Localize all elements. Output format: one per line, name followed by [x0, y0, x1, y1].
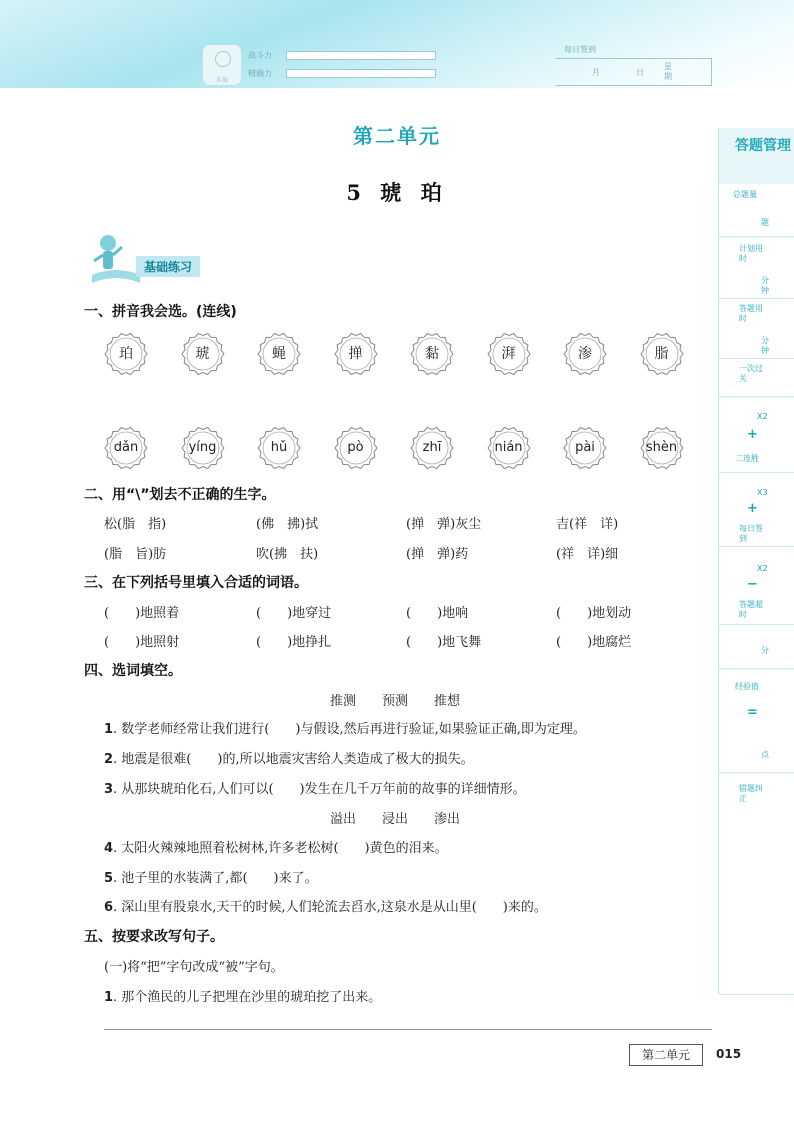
avatar-icon	[215, 51, 231, 67]
answer-time-unit: 分钟	[761, 336, 769, 355]
s4-q4[interactable]	[104, 837, 448, 856]
q-number: 2	[104, 752, 114, 767]
pinyin-flower[interactable]	[563, 426, 607, 470]
char-flower[interactable]	[563, 332, 607, 376]
basic-practice-badge	[86, 231, 226, 287]
s3-r2-c4[interactable]: ( )地腐烂	[556, 635, 632, 650]
section-1-title: 一、拼音我会选。(连线)	[84, 304, 237, 320]
divider	[719, 236, 794, 237]
score-unit: 分	[761, 646, 769, 655]
daily-signin-label: 每日签到	[739, 524, 763, 543]
s4-q3[interactable]	[104, 778, 526, 797]
footer-unit-tag: 第二单元	[629, 1044, 703, 1066]
divider	[719, 772, 794, 773]
q-text: . 太阳火辣辣地照着松树林,许多老松树( )黄色的泪来。	[113, 841, 448, 856]
q-number: 5	[104, 871, 114, 886]
plan-time-label: 计划用时	[739, 244, 763, 263]
char-flower[interactable]	[487, 332, 531, 376]
plan-time-unit: 分钟	[761, 276, 769, 295]
error-correction-label: 错题纠正	[739, 784, 763, 803]
char-flower[interactable]	[181, 332, 225, 376]
s2-r1-c1: 松(脂 指)	[104, 517, 167, 532]
pinyin-flower[interactable]	[257, 426, 301, 470]
divider	[719, 546, 794, 547]
footer-divider	[104, 1029, 712, 1030]
pinyin-text: pài	[575, 440, 595, 455]
s3-r1-c1[interactable]: ( )地照着	[104, 606, 180, 621]
pinyin-flower[interactable]	[104, 426, 148, 470]
signin-title: 每日签到	[564, 45, 596, 54]
experience-label: 经验值	[735, 682, 759, 691]
char-flower[interactable]	[334, 332, 378, 376]
s4-q1[interactable]	[104, 718, 586, 737]
char-flower[interactable]	[410, 332, 454, 376]
q-text: . 从那块琥珀化石,人们可以( )发生在几千万年前的故事的详细情形。	[113, 782, 526, 797]
section-3-title: 三、在下列括号里填入合适的词语。	[84, 575, 308, 591]
pinyin-flower[interactable]	[181, 426, 225, 470]
s3-r1-c3[interactable]: ( )地响	[406, 606, 469, 621]
avatar	[202, 44, 242, 86]
page-number: 015	[716, 1047, 742, 1061]
s2-r2-c1: (脂 旨)肪	[104, 547, 167, 562]
s4-q6[interactable]	[104, 896, 547, 915]
total-label: 总题量	[733, 190, 757, 199]
sidebar-header	[719, 128, 794, 184]
s2-r2-c2: 吹(拂 扶)	[256, 547, 319, 562]
char-text: 脂	[654, 346, 669, 362]
s4-q5[interactable]	[104, 867, 318, 886]
pinyin-text: nián	[494, 440, 523, 455]
s3-r2-c3[interactable]: ( )地飞舞	[406, 635, 482, 650]
s4-q2[interactable]	[104, 748, 474, 767]
answer-time-label: 答题用时	[739, 304, 763, 323]
badge-label: 基础练习	[136, 256, 200, 277]
char-flower[interactable]	[640, 332, 684, 376]
equals-icon: =	[747, 705, 758, 720]
s5-subtitle: (一)将“把”字句改成“被”字句。	[104, 960, 284, 975]
plus-icon: +	[747, 501, 758, 516]
pinyin-text: shèn	[645, 440, 678, 455]
pinyin-flower[interactable]	[640, 426, 684, 470]
minus-icon: −	[747, 577, 758, 592]
month-label: 月	[592, 68, 600, 77]
word-bank-2: 溢出 浸出 渗出	[330, 812, 461, 827]
overtime-label: 答题超时	[739, 600, 763, 619]
pinyin-text: pò	[347, 440, 364, 455]
sidebar-title: 答题管理	[735, 138, 791, 154]
pass-once-label: 一次过关	[739, 364, 763, 383]
char-text: 珀	[119, 346, 133, 362]
signin-box[interactable]	[556, 58, 712, 86]
char-text: 蝇	[272, 346, 286, 362]
day-label: 日	[636, 68, 644, 77]
pinyin-text: hǔ	[270, 440, 288, 455]
avatar-label: 头像	[215, 77, 228, 84]
points-unit: 点	[761, 750, 769, 759]
divider	[719, 624, 794, 625]
multiplier-x2: X2	[757, 564, 768, 573]
q-number: 3	[104, 782, 114, 797]
char-flower[interactable]	[257, 332, 301, 376]
total-unit: 题	[761, 218, 769, 227]
plus-icon: +	[747, 427, 758, 442]
divider	[719, 298, 794, 299]
pinyin-flower[interactable]	[410, 426, 454, 470]
multiplier-x2: X2	[757, 412, 768, 421]
answer-management-sidebar	[718, 128, 794, 994]
q-number: 1	[104, 722, 114, 737]
combo-label: 二连胜	[735, 454, 759, 463]
pinyin-flower[interactable]	[334, 426, 378, 470]
q-text: . 池子里的水装满了,都( )来了。	[113, 871, 318, 886]
unit-title: 第二单元	[353, 124, 441, 148]
char-text: 掸	[348, 346, 363, 362]
daily-signin	[556, 44, 711, 84]
q-text: . 地震是很难( )的,所以地震灾害给人类造成了极大的损失。	[113, 752, 474, 767]
pinyin-flower[interactable]	[487, 426, 531, 470]
s2-r2-c4: (祥 详)细	[556, 547, 619, 562]
s5-q1[interactable]	[104, 986, 381, 1005]
char-flower[interactable]	[104, 332, 148, 376]
s2-r1-c3: (掸 弹)灰尘	[406, 517, 482, 532]
divider	[719, 472, 794, 473]
pinyin-text: dǎn	[113, 440, 139, 455]
divider	[719, 994, 794, 995]
precision-label: 精确力	[248, 69, 272, 78]
section-2-title: 二、用“\”划去不正确的生字。	[84, 487, 276, 503]
s3-r1-c4[interactable]: ( )地划动	[556, 606, 632, 621]
q-number: 6	[104, 900, 114, 915]
q-text: . 那个渔民的儿子把埋在沙里的琥珀挖了出来。	[113, 990, 382, 1005]
section-4-title: 四、选词填空。	[84, 663, 182, 679]
q-text: . 深山里有股泉水,天干的时候,人们轮流去舀水,这泉水是从山里( )来的。	[113, 900, 547, 915]
multiplier-x3: X3	[757, 488, 768, 497]
precision-bar	[286, 69, 436, 78]
divider	[719, 358, 794, 359]
word-bank-1: 推测 预测 推想	[330, 694, 461, 709]
week-label-2: 期	[664, 72, 672, 81]
week-label-1: 星	[664, 62, 672, 71]
char-text: 琥	[195, 346, 210, 362]
pinyin-text: zhī	[422, 440, 442, 455]
s3-r2-c1[interactable]: ( )地照射	[104, 635, 180, 650]
char-text: 湃	[501, 346, 516, 362]
section-5-title: 五、按要求改写句子。	[84, 929, 224, 945]
pinyin-text: yíng	[188, 440, 217, 455]
q-text: . 数学老师经常让我们进行( )与假设,然后再进行验证,如果验证正确,即为定理。	[113, 722, 586, 737]
s2-r2-c3: (掸 弹)药	[406, 547, 469, 562]
s3-r2-c2[interactable]: ( )地挣扎	[256, 635, 332, 650]
s2-r1-c2: (佛 拂)拭	[256, 517, 319, 532]
s2-r1-c4: 吉(祥 详)	[556, 517, 619, 532]
q-number: 1	[104, 990, 114, 1005]
divider	[719, 668, 794, 669]
combat-power-label: 战斗力	[248, 51, 272, 60]
s3-r1-c2[interactable]: ( )地穿过	[256, 606, 332, 621]
char-text: 渗	[578, 346, 592, 362]
lesson-title: 5 琥 珀	[346, 180, 448, 205]
divider	[719, 396, 794, 397]
char-text: 黏	[425, 346, 439, 362]
combat-power-bar	[286, 51, 436, 60]
q-number: 4	[104, 841, 114, 856]
